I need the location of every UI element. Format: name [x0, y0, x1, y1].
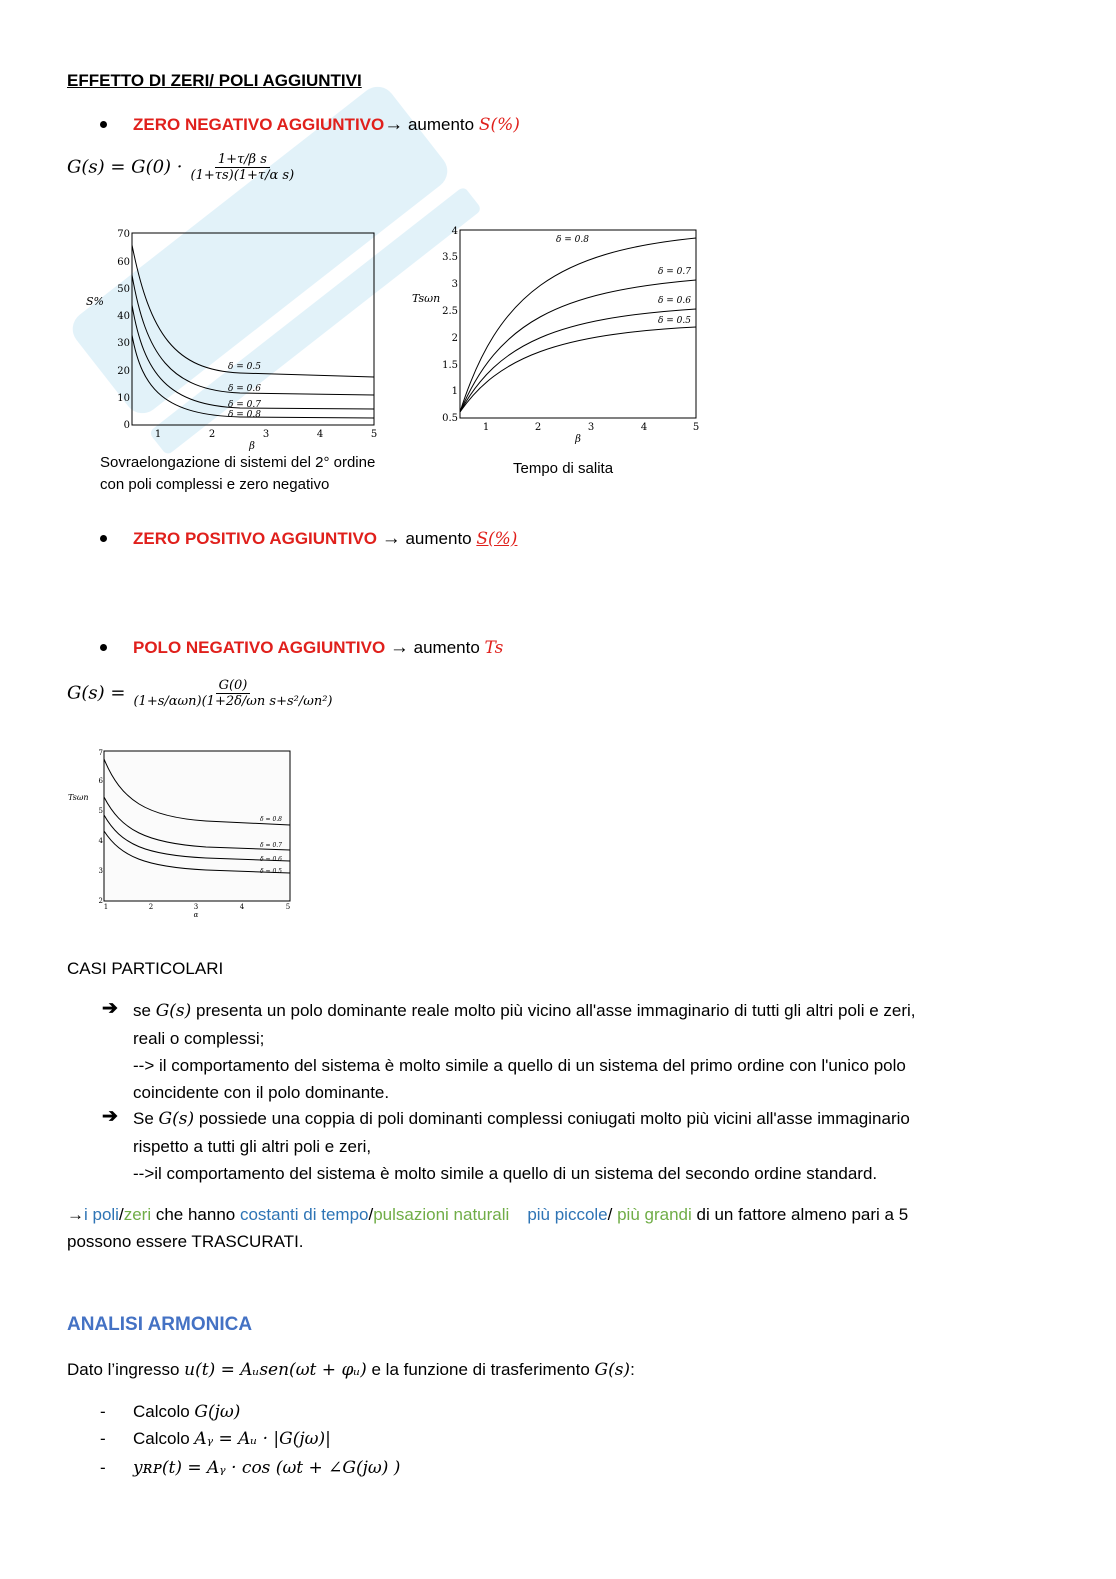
chart2-curve-label: δ = 0.8 — [556, 235, 589, 245]
chart2-curve-label: δ = 0.7 — [658, 267, 691, 277]
caso-1-line: reali o complessi; — [133, 1029, 265, 1048]
step-math: G(jω) — [194, 1402, 241, 1422]
caso-1 — [133, 997, 916, 1106]
arrow-icon: → — [67, 1205, 84, 1224]
chart3-xlabel: α — [193, 911, 199, 919]
chart1-curve — [132, 245, 374, 377]
chart1-caption — [100, 452, 375, 496]
chart2-ytick: 4 — [451, 226, 458, 237]
chart2-ylabel: Tsωn — [412, 292, 441, 305]
chart1-caption-line: Sovraelongazione di sistemi del 2° ordine — [100, 454, 376, 471]
chart2-xtick: 5 — [692, 422, 700, 433]
chart3-curve-label: δ = 0.8 — [260, 816, 282, 823]
chart3-curve-label: δ = 0.5 — [260, 868, 282, 875]
caso-1-line: presenta un polo dominante reale molto più vicino all'asse immaginario di tutti gli altri poli e zeri, — [191, 1001, 916, 1020]
caso-2-pre: Se — [133, 1109, 159, 1128]
chart2-ytick: 2.5 — [442, 306, 458, 317]
note-line2: possono essere TRASCURATI. — [67, 1232, 304, 1251]
chart2-xlabel: β — [575, 434, 581, 445]
chart1-xtick: 2 — [208, 429, 216, 440]
chart2-ytick: 3 — [451, 279, 458, 290]
chart-pole-settling — [66, 745, 296, 920]
chart2-ytick: 3.5 — [442, 252, 458, 263]
chart3-xtick: 4 — [239, 903, 245, 911]
note-grandi: più grandi — [617, 1205, 692, 1224]
chart3-curve-label: δ = 0.6 — [260, 856, 282, 863]
chart1-ytick: 20 — [117, 366, 130, 377]
chart3-xtick: 1 — [103, 903, 109, 911]
chart1-caption-line: con poli complessi e zero negativo — [100, 476, 330, 493]
chart3-curve-label: δ = 0.7 — [260, 842, 282, 849]
analisi-title: ANALISI ARMONICA — [67, 1314, 253, 1335]
arrow-icon: → — [384, 114, 404, 135]
chart1-xlabel: β — [249, 441, 255, 452]
note-block — [67, 1201, 908, 1255]
zero-negativo-line — [133, 111, 520, 139]
note-slash: / — [368, 1205, 374, 1224]
chart1-xtick: 4 — [316, 429, 324, 440]
chart2-xtick: 2 — [534, 422, 542, 433]
note-pulsazioni: pulsazioni naturali — [373, 1205, 510, 1224]
chart3-xtick: 3 — [193, 903, 199, 911]
analisi-intro-math2: G(s) — [594, 1360, 631, 1380]
caso-1-line: coincidente con il polo dominante. — [133, 1083, 390, 1102]
caso-1-pre: se — [133, 1001, 156, 1020]
chart1-ytick: 40 — [117, 311, 130, 322]
zero-negativo-text: aumento — [403, 115, 479, 134]
arrow-bullet-icon: ➔ — [102, 1106, 118, 1127]
chart2-curve-label: δ = 0.5 — [658, 316, 691, 326]
chart1-xtick: 3 — [262, 429, 270, 440]
chart1-ytick: 70 — [117, 229, 130, 240]
chart1-xtick: 5 — [370, 429, 378, 440]
caso-2-math: G(s) — [158, 1109, 195, 1129]
formula-1 — [67, 152, 297, 183]
note-piccole: più piccole — [527, 1205, 608, 1224]
chart2-ytick: 2 — [451, 333, 458, 344]
bullet-dot — [100, 121, 107, 128]
chart3-ytick: 6 — [98, 777, 103, 785]
arrow-bullet-icon: ➔ — [102, 998, 118, 1019]
chart1-ytick: 0 — [123, 420, 130, 431]
casi-title: CASI PARTICOLARI — [67, 959, 224, 978]
note-costanti: costanti di tempo — [239, 1205, 369, 1224]
polo-negativo-line — [133, 634, 503, 662]
chart2-curve-label: δ = 0.6 — [658, 296, 691, 306]
caso-2-line: rispetto a tutti gli altri poli e zeri, — [133, 1137, 372, 1156]
chart1-ytick: 60 — [117, 257, 130, 268]
chart3-ytick: 7 — [98, 749, 103, 757]
chart2-xtick: 3 — [587, 422, 595, 433]
caso-1-math: G(s) — [155, 1001, 192, 1021]
analisi-intro-pre: Dato l’ingresso — [67, 1360, 185, 1379]
zero-negativo-label: ZERO NEGATIVO AGGIUNTIVO — [133, 115, 385, 134]
note-zeri: zeri — [123, 1205, 152, 1224]
step-item — [133, 1425, 331, 1453]
chart2-xtick: 4 — [640, 422, 648, 433]
formula-2-lhs: G(s) = — [67, 682, 126, 704]
zero-negativo-math: S(%) — [478, 115, 520, 135]
section-title: EFFETTO DI ZERI/ POLI AGGIUNTIVI — [67, 71, 362, 90]
chart2-ytick: 0.5 — [442, 413, 458, 424]
step-dash: - — [100, 1402, 106, 1421]
polo-negativo-label: POLO NEGATIVO AGGIUNTIVO — [133, 638, 386, 657]
note-slash: / — [607, 1205, 618, 1224]
step-math: yʀᴘ(t) = Aᵧ · cos (ωt + ∠G(jω) ) — [133, 1458, 401, 1478]
step-pre: Calcolo — [133, 1429, 195, 1448]
chart3-ytick: 2 — [98, 897, 103, 905]
arrow-icon: → — [389, 637, 409, 658]
note-text: che hanno — [151, 1205, 240, 1224]
formula-1-lhs: G(s) = G(0) · — [67, 156, 183, 178]
step-dash: - — [100, 1429, 106, 1448]
arrow-icon: → — [381, 528, 401, 549]
chart1-ytick: 30 — [117, 338, 130, 349]
step-math: Aᵧ = Aᵤ · |G(jω)| — [194, 1429, 331, 1449]
note-poli: i poli — [84, 1205, 119, 1224]
chart2-xtick: 1 — [482, 422, 490, 433]
zero-positivo-text: aumento — [400, 529, 477, 548]
chart1-curve-label: δ = 0.6 — [228, 384, 261, 394]
formula-2 — [67, 678, 336, 709]
caso-2-line: possiede una coppia di poli dominanti complessi coniugati molto più vicini all'asse immaginario — [194, 1109, 910, 1128]
bullet-dot — [100, 644, 107, 651]
chart2-curve — [460, 327, 696, 412]
chart1-ytick: 50 — [117, 284, 130, 295]
formula-2-num: G(0) — [216, 678, 251, 694]
step-pre: Calcolo — [133, 1402, 195, 1421]
analisi-intro-mid: e la funzione di trasferimento — [366, 1360, 595, 1379]
zero-positivo-math: S(%) — [476, 529, 518, 549]
zero-positivo-label: ZERO POSITIVO AGGIUNTIVO — [133, 529, 378, 548]
step-dash: - — [100, 1458, 106, 1477]
bullet-dot — [100, 535, 107, 542]
caso-2-line: -->il comportamento del sistema è molto simile a quello di un sistema del secondo ordine standard. — [133, 1164, 878, 1183]
chart3-xtick: 2 — [148, 903, 154, 911]
chart1-curve-label: δ = 0.7 — [228, 400, 261, 410]
formula-2-den: (1+s/αωn)(1+2δ/ωn s+s²/ωn²) — [133, 694, 333, 709]
chart-overshoot — [80, 225, 390, 455]
caso-2 — [133, 1105, 910, 1187]
chart3-ylabel: Tsωn — [68, 793, 89, 802]
chart1-curve — [132, 275, 374, 395]
chart2-ytick: 1 — [451, 386, 458, 397]
chart3-ytick: 4 — [98, 837, 103, 845]
chart-rise-time — [408, 222, 708, 452]
chart3-ytick: 3 — [98, 867, 103, 875]
chart1-curve-label: δ = 0.8 — [228, 410, 261, 420]
analisi-intro — [67, 1356, 635, 1384]
formula-1-num: 1+τ/β s — [215, 152, 270, 168]
caso-1-line: --> il comportamento del sistema è molto simile a quello di un sistema del primo ordine con l'unico polo — [133, 1056, 906, 1075]
analisi-intro-end: : — [630, 1360, 635, 1379]
chart2-ytick: 1.5 — [442, 360, 458, 371]
note-text: di un fattore almeno pari a 5 — [691, 1205, 909, 1224]
chart3-ytick: 5 — [98, 807, 103, 815]
chart1-xtick: 1 — [154, 429, 162, 440]
chart3-xtick: 5 — [285, 903, 291, 911]
chart2-caption: Tempo di salita — [513, 460, 614, 477]
step-item — [133, 1454, 400, 1482]
note-slash: / — [118, 1205, 124, 1224]
formula-1-den: (1+τs)(1+τ/α s) — [190, 168, 295, 183]
chart1-curve-label: δ = 0.5 — [228, 362, 261, 372]
polo-negativo-text: aumento — [408, 638, 485, 657]
step-item — [133, 1398, 240, 1426]
zero-positivo-line — [133, 525, 517, 553]
polo-negativo-math: Ts — [484, 638, 504, 658]
chart1-ytick: 10 — [117, 393, 130, 404]
analisi-intro-math: u(t) = Aᵤsen(ωt + φᵤ) — [184, 1360, 367, 1380]
chart1-ylabel: S% — [86, 295, 104, 308]
